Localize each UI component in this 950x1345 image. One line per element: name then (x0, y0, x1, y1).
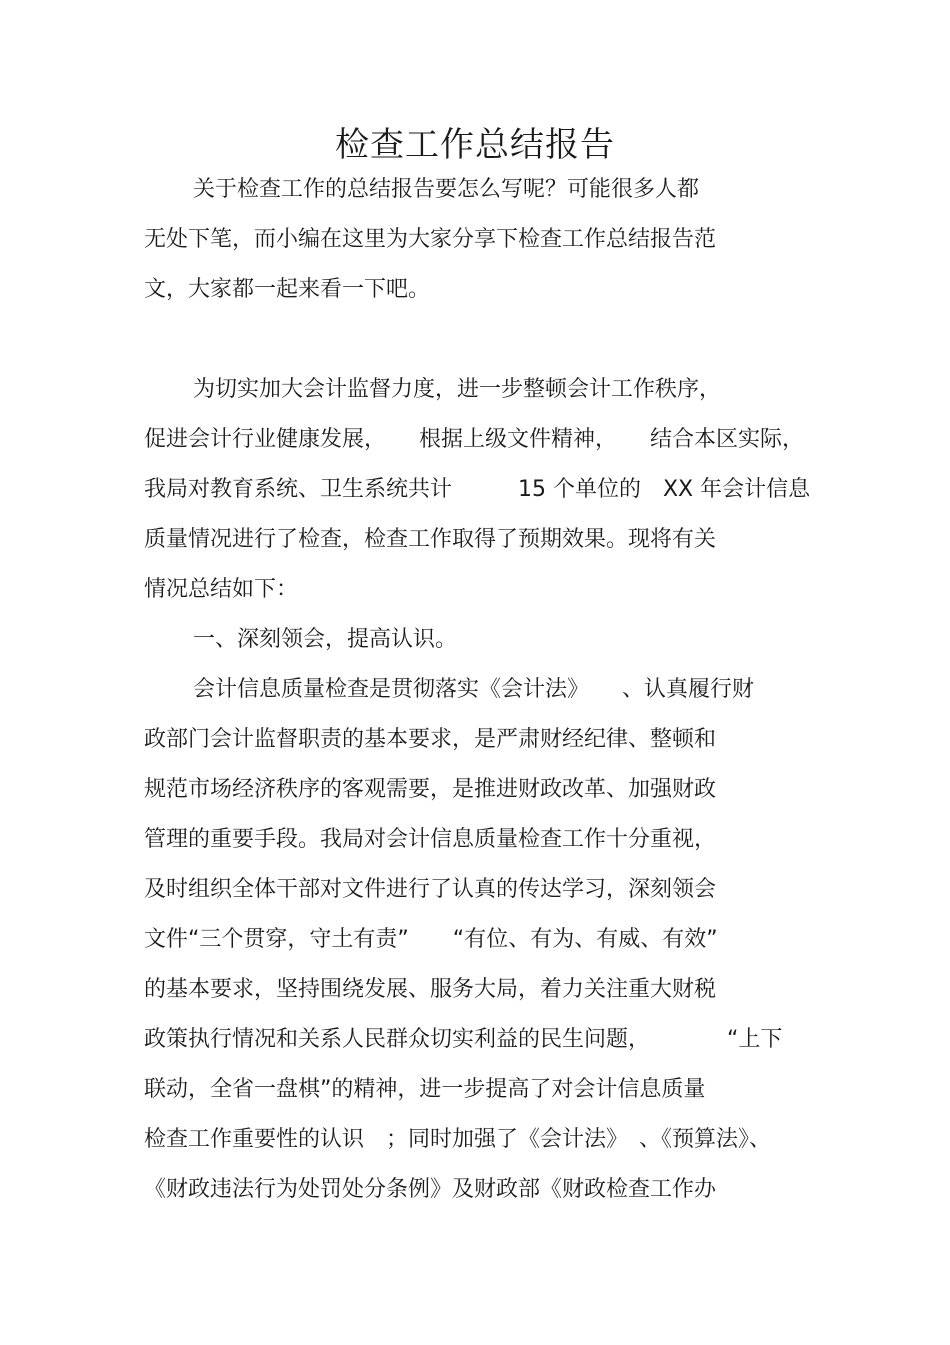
document-title: 检查工作总结报告 (335, 125, 615, 165)
body-line-15: 联动，全省一盘棋”的精神，进一步提高了对会计信息质量 (144, 1077, 706, 1102)
body-line-1: 为切实加大会计监督力度，进一步整顿会计工作秩序， (193, 377, 722, 402)
body-line-11: 及时组织全体干部对文件进行了认真的传达学习，深刻领会 (144, 877, 717, 902)
body-line-3: 我局对教育系统、卫生系统共计 15 个单位的 XX 年会计信息 (144, 477, 811, 502)
intro-line-1: 关于检查工作的总结报告要怎么写呢？可能很多人都 (193, 177, 700, 202)
body-line-10: 管理的重要手段。我局对会计信息质量检查工作十分重视， (144, 827, 717, 852)
intro-line-3: 文，大家都一起来看一下吧。 (144, 277, 431, 302)
body-line-8: 政部门会计监督职责的基本要求，是严肃财经纪律、整顿和 (144, 727, 717, 752)
body-line-13: 的基本要求，坚持围绕发展、服务大局，着力关注重大财税 (144, 977, 717, 1002)
body-line-17: 《财政违法行为处罚处分条例》及财政部《财政检查工作办 (144, 1177, 717, 1202)
body-line-5: 情况总结如下： (144, 577, 299, 602)
body-line-2: 促进会计行业健康发展， 根据上级文件精神， 结合本区实际， (144, 427, 805, 452)
body-line-7: 会计信息质量检查是贯彻落实《会计法》 、认真履行财 (193, 677, 755, 702)
body-line-4: 质量情况进行了检查，检查工作取得了预期效果。现将有关 (144, 527, 717, 552)
body-line-9: 规范市场经济秩序的客观需要，是推进财政改革、加强财政 (144, 777, 717, 802)
body-line-12: 文件“三个贯穿，守土有责” “有位、有为、有威、有效” (144, 927, 718, 952)
body-line-14: 政策执行情况和关系人民群众切实利益的民生问题， “上下 (144, 1027, 783, 1052)
intro-line-2: 无处下笔，而小编在这里为大家分享下检查工作总结报告范 (144, 227, 717, 252)
section-heading-1: 一、深刻领会，提高认识。 (193, 627, 458, 652)
body-line-16: 检查工作重要性的认识 ；同时加强了《会计法》 、《预算法》、 (144, 1127, 772, 1152)
